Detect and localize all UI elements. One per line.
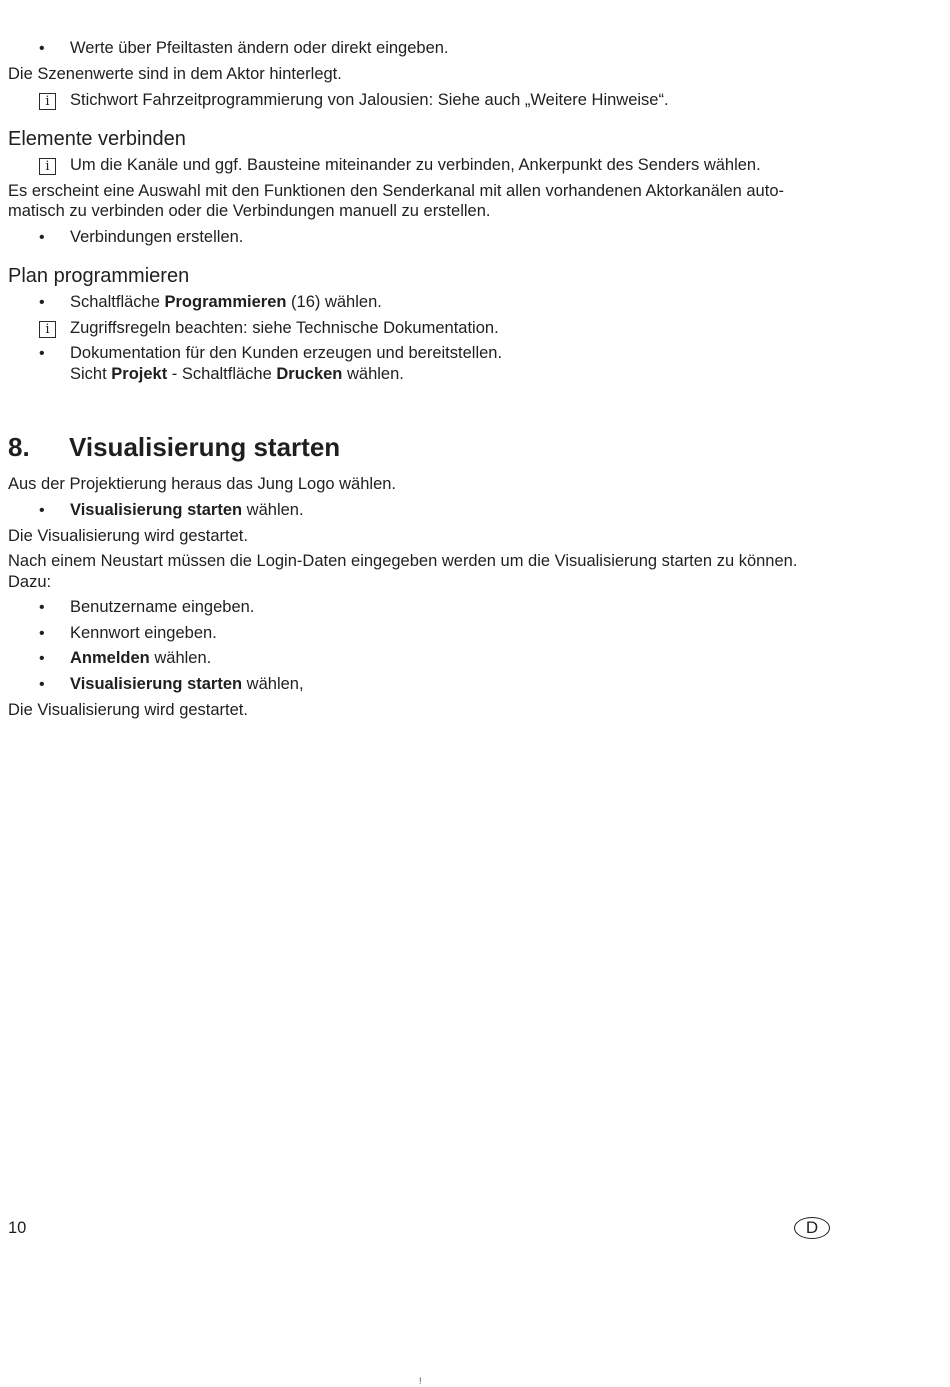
paragraph-line: matisch zu verbinden oder die Verbindungen manuell zu erstellen. — [8, 202, 491, 220]
info-icon: i — [39, 321, 56, 338]
paragraph: Die Visualisierung wird gestartet. — [8, 527, 248, 545]
ui-term: Drucken — [276, 365, 343, 383]
page-number: 10 — [8, 1219, 27, 1237]
list-item-text: Schaltfläche Programmieren (16) wählen. — [70, 293, 382, 311]
info-icon: i — [39, 158, 56, 175]
bullet-icon: • — [39, 345, 45, 362]
paragraph-line: Dazu: — [8, 573, 52, 591]
paragraph: Aus der Projektierung heraus das Jung Logo wählen. — [8, 475, 396, 493]
info-note-text: Stichwort Fahrzeitprogrammierung von Jalousien: Siehe auch „Weitere Hinweise“. — [70, 91, 669, 109]
print-mark: ! — [419, 1376, 422, 1386]
list-item-text: Visualisierung starten wählen. — [70, 501, 304, 519]
paragraph-line: Es erscheint eine Auswahl mit den Funktionen den Senderkanal mit allen vorhandenen Aktorkanälen auto- — [8, 182, 784, 200]
list-item-text: Benutzername eingeben. — [70, 598, 255, 616]
bullet-icon: • — [39, 676, 45, 693]
paragraph: Die Szenenwerte sind in dem Aktor hinterlegt. — [8, 65, 342, 83]
paragraph-line: Nach einem Neustart müssen die Login-Daten eingegeben werden um die Visualisierung starten zu können. — [8, 552, 798, 570]
list-item-text: Sicht Projekt - Schaltfläche Drucken wählen. — [70, 365, 404, 383]
ui-term: Projekt — [111, 365, 168, 383]
language-badge: D — [794, 1217, 830, 1239]
list-item-text: Visualisierung starten wählen, — [70, 675, 304, 693]
section-heading: Elemente verbinden — [8, 128, 186, 150]
list-item-text: Werte über Pfeiltasten ändern oder direkt eingeben. — [70, 39, 449, 57]
paragraph: Die Visualisierung wird gestartet. — [8, 701, 248, 719]
bullet-icon: • — [39, 502, 45, 519]
bullet-icon: • — [39, 599, 45, 616]
ui-term: Visualisierung starten — [70, 501, 243, 519]
bullet-icon: • — [39, 650, 45, 667]
bullet-icon: • — [39, 229, 45, 246]
info-note-text: Zugriffsregeln beachten: siehe Technische Dokumentation. — [70, 319, 499, 337]
bullet-icon: • — [39, 40, 45, 57]
info-icon: i — [39, 93, 56, 110]
ui-term: Programmieren — [164, 293, 287, 311]
section-heading: Plan programmieren — [8, 265, 190, 287]
chapter-title: Visualisierung starten — [69, 432, 341, 462]
ui-term: Anmelden — [70, 649, 150, 667]
list-item-text: Verbindungen erstellen. — [70, 228, 244, 246]
ui-term: Visualisierung starten — [70, 675, 243, 693]
info-note-text: Um die Kanäle und ggf. Bausteine miteinander zu verbinden, Ankerpunkt des Senders wählen. — [70, 156, 761, 174]
list-item-text: Kennwort eingeben. — [70, 624, 217, 642]
list-item-text: Dokumentation für den Kunden erzeugen und bereitstellen. — [70, 344, 503, 362]
bullet-icon: • — [39, 625, 45, 642]
chapter-number: 8. — [8, 432, 30, 462]
list-item-text: Anmelden wählen. — [70, 649, 212, 667]
bullet-icon: • — [39, 294, 45, 311]
